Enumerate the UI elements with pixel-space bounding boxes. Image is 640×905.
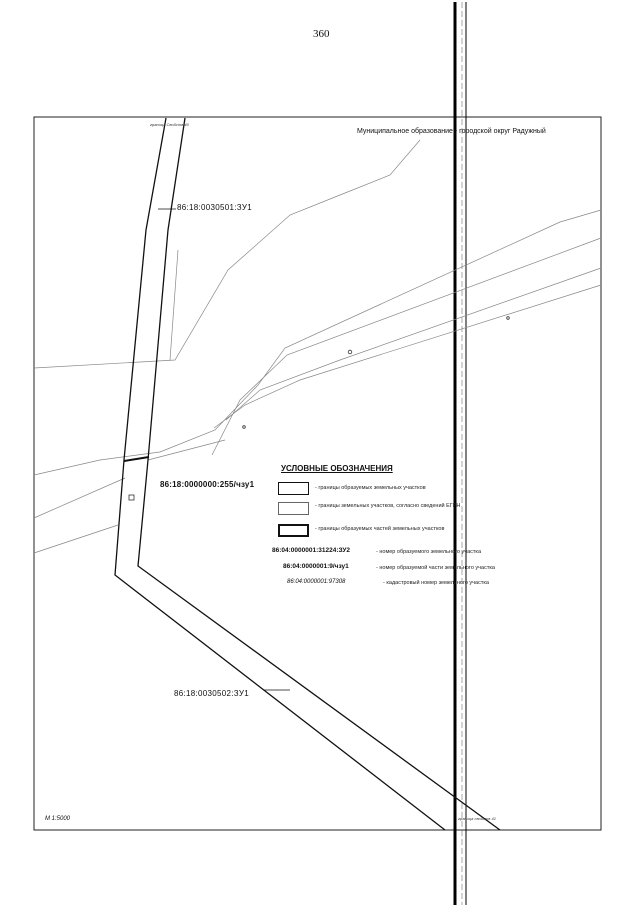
legend-item-label: - границы образуемых земельных участков — [315, 485, 426, 491]
legend-code-part: 86:04:0000001:9/чзу1 — [283, 563, 349, 570]
legend-code-description: - номер образуемого земельного участка — [376, 549, 482, 555]
page-number: 360 — [313, 28, 330, 40]
scale-label: М 1:5000 — [45, 816, 71, 822]
parcel-label-north: 86:18:0030501:ЗУ1 — [177, 203, 252, 212]
legend-code-parcel: 86:04:0000001:31224:ЗУ2 — [272, 547, 350, 554]
point-symbol — [507, 317, 510, 320]
egrn-boundaries — [34, 140, 601, 553]
parcel-label-middle: 86:18:0000000:255/чзу1 — [160, 480, 255, 489]
legend-code-cadastral: 86:04:0000001:97308 — [287, 579, 346, 585]
legend-item-label: - границы образуемых частей земельных участков — [315, 526, 445, 532]
point-symbol — [243, 426, 246, 429]
legend-code-description: - кадастровый номер земельного участка — [383, 580, 489, 586]
legend-swatch-egrn-parcel — [278, 502, 309, 515]
map-frame — [34, 117, 601, 830]
formed-part-boundary — [124, 457, 149, 461]
point-symbol — [348, 350, 352, 354]
boundary-note-bottom: граница свойств 41 — [458, 816, 496, 821]
leader-lines — [158, 209, 290, 690]
legend-swatch-formed-parcel — [278, 482, 309, 495]
legend-item-label: - границы земельных участков, согласно сведений ЕГРН — [315, 503, 461, 509]
legend-swatch-formed-part — [278, 524, 309, 537]
parcel-label-south: 86:18:0030502:ЗУ1 — [174, 689, 249, 698]
legend-code-description: - номер образуемой части земельного участка — [376, 565, 495, 571]
legend-title: УСЛОВНЫЕ ОБОЗНАЧЕНИЯ — [281, 464, 393, 473]
boundary-note-top: граница Свойств 40 — [150, 122, 189, 127]
municipality-label: Муниципальное образование - городской округ Радужный — [357, 128, 546, 135]
marker-symbol — [129, 495, 134, 500]
formed-parcel-strip — [115, 118, 500, 830]
